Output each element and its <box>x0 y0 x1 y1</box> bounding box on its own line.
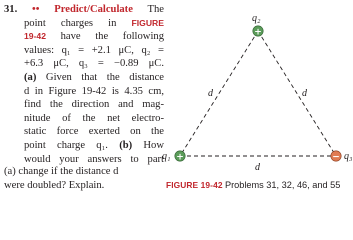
label-d-right: d <box>302 88 307 99</box>
problem-line-13: (a) change if the distance d <box>4 166 119 177</box>
problem-line-7: d in Figure 19-42 is 4.35 cm, <box>24 85 164 97</box>
problem-line-6 <box>4 71 164 85</box>
charge-q1 <box>162 151 185 163</box>
charge-triangle-figure <box>160 0 353 180</box>
side-right <box>258 31 336 156</box>
problem-line-10: static force exerted on the <box>24 126 164 138</box>
figure-caption-text: Problems 31, 32, 46, and 55 <box>224 180 341 190</box>
problem-text-6: Given that the distance <box>45 71 165 83</box>
triangle-sides <box>180 31 336 156</box>
part-b-label: (b) <box>119 139 133 151</box>
label-d-left: d <box>208 88 213 99</box>
figure-caption <box>166 179 340 193</box>
problem-text-3: have the following <box>60 31 164 43</box>
problem-line-12: would your answers to part <box>24 153 164 165</box>
figure-caption-label: FIGURE 19-42 <box>166 180 223 190</box>
charge-q3-sign: − <box>332 152 340 163</box>
side-left <box>180 31 258 156</box>
problem-line-3 <box>4 30 164 44</box>
problem-line-2 <box>4 17 164 31</box>
problem-bottom-lines <box>4 165 118 192</box>
problem-line-14: were doubled? Explain. <box>4 179 105 191</box>
problem-title: Predict/Calculate <box>54 4 133 15</box>
problem-line-8: find the direction and mag- <box>24 99 164 111</box>
charge-q2 <box>252 13 263 37</box>
problem-number: 31. <box>4 4 18 15</box>
label-d-bottom: d <box>255 162 260 173</box>
problem-line-9: nitude of the net electro- <box>24 112 164 124</box>
charge-q3 <box>331 151 353 163</box>
problem-line-5: +6.3 μC, q₃ = −0.89 μC. <box>24 58 164 70</box>
problem-line-4: values: q₁ = +2.1 μC, q₂ = <box>24 44 164 56</box>
problem-text-1: The <box>147 4 164 15</box>
problem-text-2: point charges in <box>24 17 117 29</box>
difficulty-dots: •• <box>32 4 40 15</box>
label-q3: q₃ <box>344 151 353 162</box>
figure-reference-word: FIGURE <box>131 17 164 28</box>
problem-31 <box>4 3 164 166</box>
problem-line-1 <box>4 3 164 17</box>
part-a-label: (a) <box>24 71 37 83</box>
figure-reference-number: 19-42 <box>24 31 46 42</box>
label-q1: q₁ <box>162 151 171 162</box>
label-q2: q₂ <box>252 13 261 24</box>
problem-line-11 <box>4 139 164 153</box>
charge-q1-sign: + <box>176 152 184 163</box>
problem-text-11b: How <box>143 139 164 151</box>
charge-q2-sign: + <box>254 27 262 38</box>
problem-text-11: point charge q₁. <box>24 139 108 151</box>
